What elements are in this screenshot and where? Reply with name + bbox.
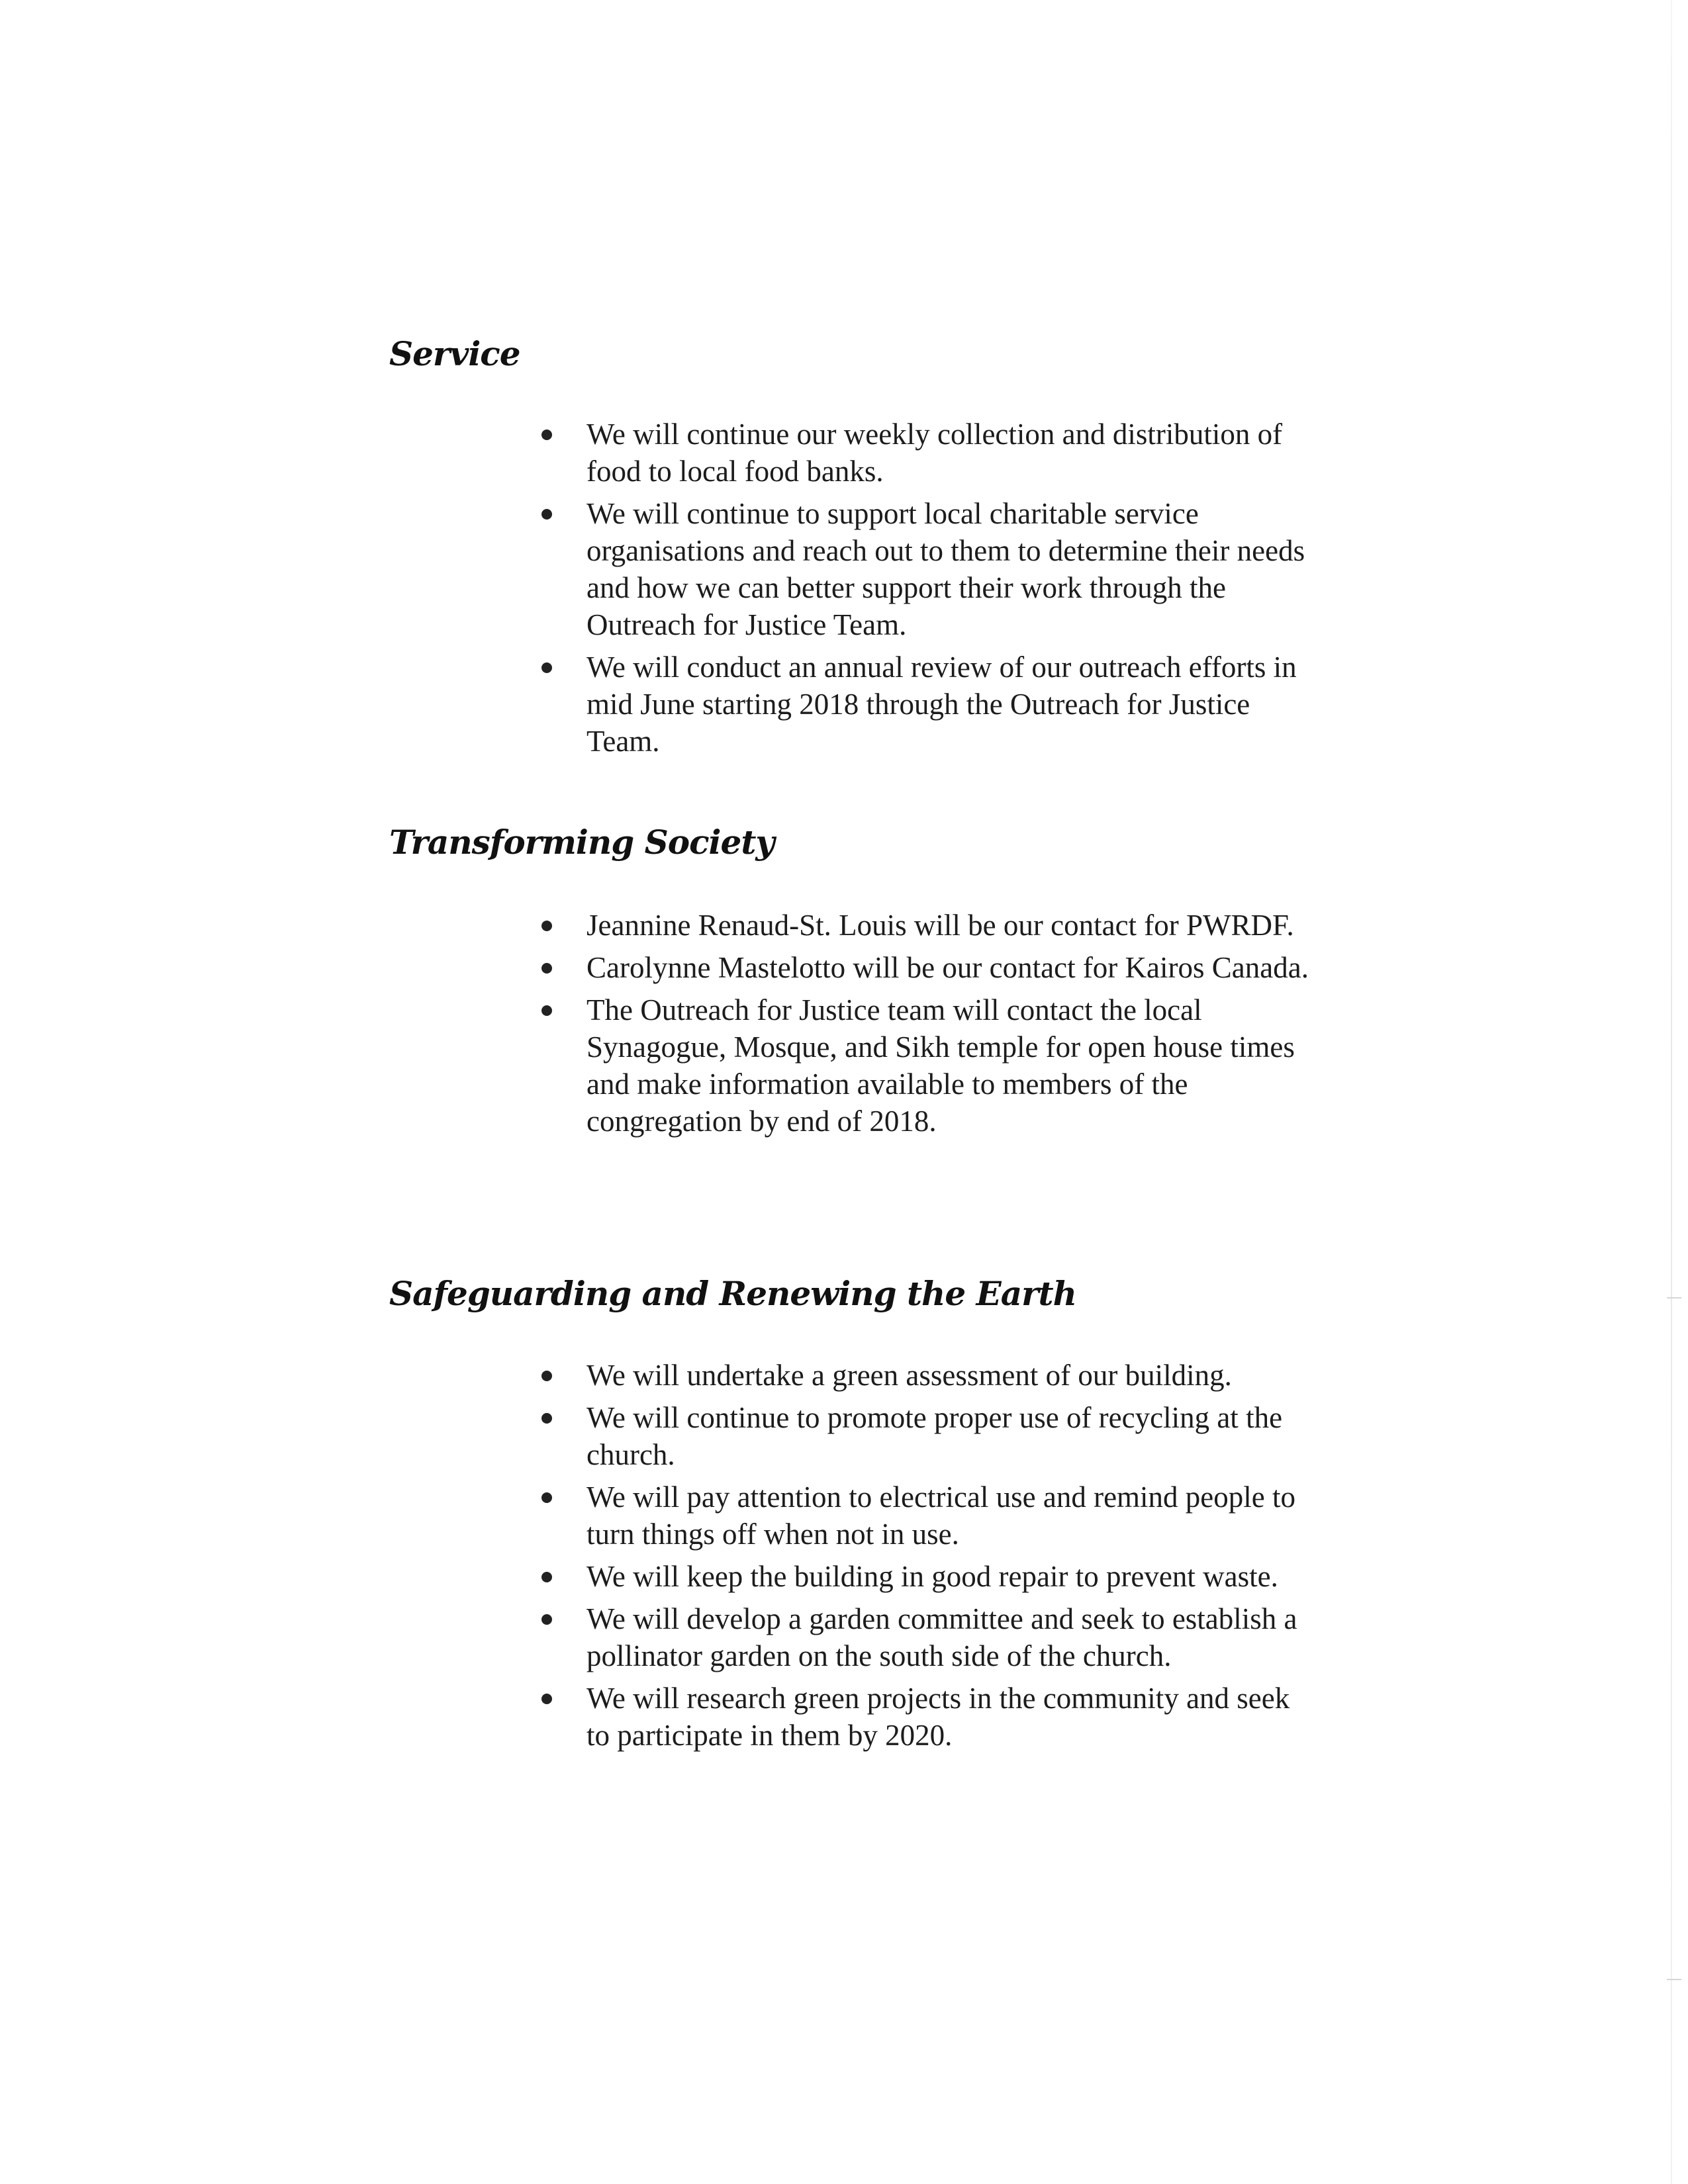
scan-edge <box>1671 0 1672 2184</box>
bullet-icon <box>541 430 552 440</box>
bullet-icon <box>541 1005 552 1016</box>
list-item-text: We will continue our weekly collection and distribution of food to local food banks. <box>586 418 1283 488</box>
section-heading: Transforming Society <box>389 823 774 862</box>
list-item-text: We will research green projects in the community and seek to participate in them by 2020. <box>586 1682 1290 1752</box>
bullet-icon <box>541 1413 552 1424</box>
list-item-text: Carolynne Mastelotto will be our contact for Kairos Canada. <box>586 951 1309 984</box>
section-heading: Safeguarding and Renewing the Earth <box>389 1274 1076 1313</box>
list-item <box>536 907 1317 944</box>
bullet-icon <box>541 662 552 673</box>
bullet-icon <box>541 1371 552 1381</box>
bullet-icon <box>541 1572 552 1582</box>
list-item-text: Jeannine Renaud-St. Louis will be our contact for PWRDF. <box>586 909 1294 942</box>
bullet-icon <box>541 1492 552 1503</box>
list-item <box>536 1558 1317 1595</box>
bullet-icon <box>541 1614 552 1625</box>
bullet-list <box>536 1357 1317 1759</box>
list-item <box>536 1479 1317 1553</box>
list-item-text: The Outreach for Justice team will contact the local Synagogue, Mosque, and Sikh temple for open house times and make information available to members of the congregation by end of 2018. <box>586 993 1295 1138</box>
list-item <box>536 1680 1317 1754</box>
list-item <box>536 991 1317 1140</box>
section-heading: Service <box>389 334 520 373</box>
list-item <box>536 649 1317 760</box>
list-item-text: We will pay attention to electrical use and remind people to turn things off when not in use. <box>586 1480 1296 1551</box>
bullet-list <box>536 907 1317 1145</box>
scan-edge-mark <box>1667 1979 1681 1980</box>
bullet-icon <box>541 921 552 931</box>
bullet-icon <box>541 1694 552 1704</box>
list-item <box>536 495 1317 643</box>
list-item-text: We will keep the building in good repair to prevent waste. <box>586 1560 1278 1593</box>
list-item-text: We will develop a garden committee and seek to establish a pollinator garden on the south side of the church. <box>586 1602 1297 1672</box>
list-item-text: We will undertake a green assessment of our building. <box>586 1359 1232 1392</box>
list-item-text: We will conduct an annual review of our outreach efforts in mid June starting 2018 through the Outreach for Justice Team. <box>586 651 1297 758</box>
list-item <box>536 1600 1317 1674</box>
list-item <box>536 416 1317 490</box>
bullet-icon <box>541 509 552 520</box>
list-item-text: We will continue to promote proper use of recycling at the church. <box>586 1401 1283 1471</box>
scan-edge-mark <box>1667 1297 1681 1298</box>
list-item <box>536 949 1317 986</box>
bullet-icon <box>541 963 552 974</box>
list-item <box>536 1399 1317 1473</box>
list-item-text: We will continue to support local charitable service organisations and reach out to them to determine their needs and how we can better support their work through the Outreach for Justice Team. <box>586 497 1305 641</box>
list-item <box>536 1357 1317 1394</box>
bullet-list <box>536 416 1317 765</box>
